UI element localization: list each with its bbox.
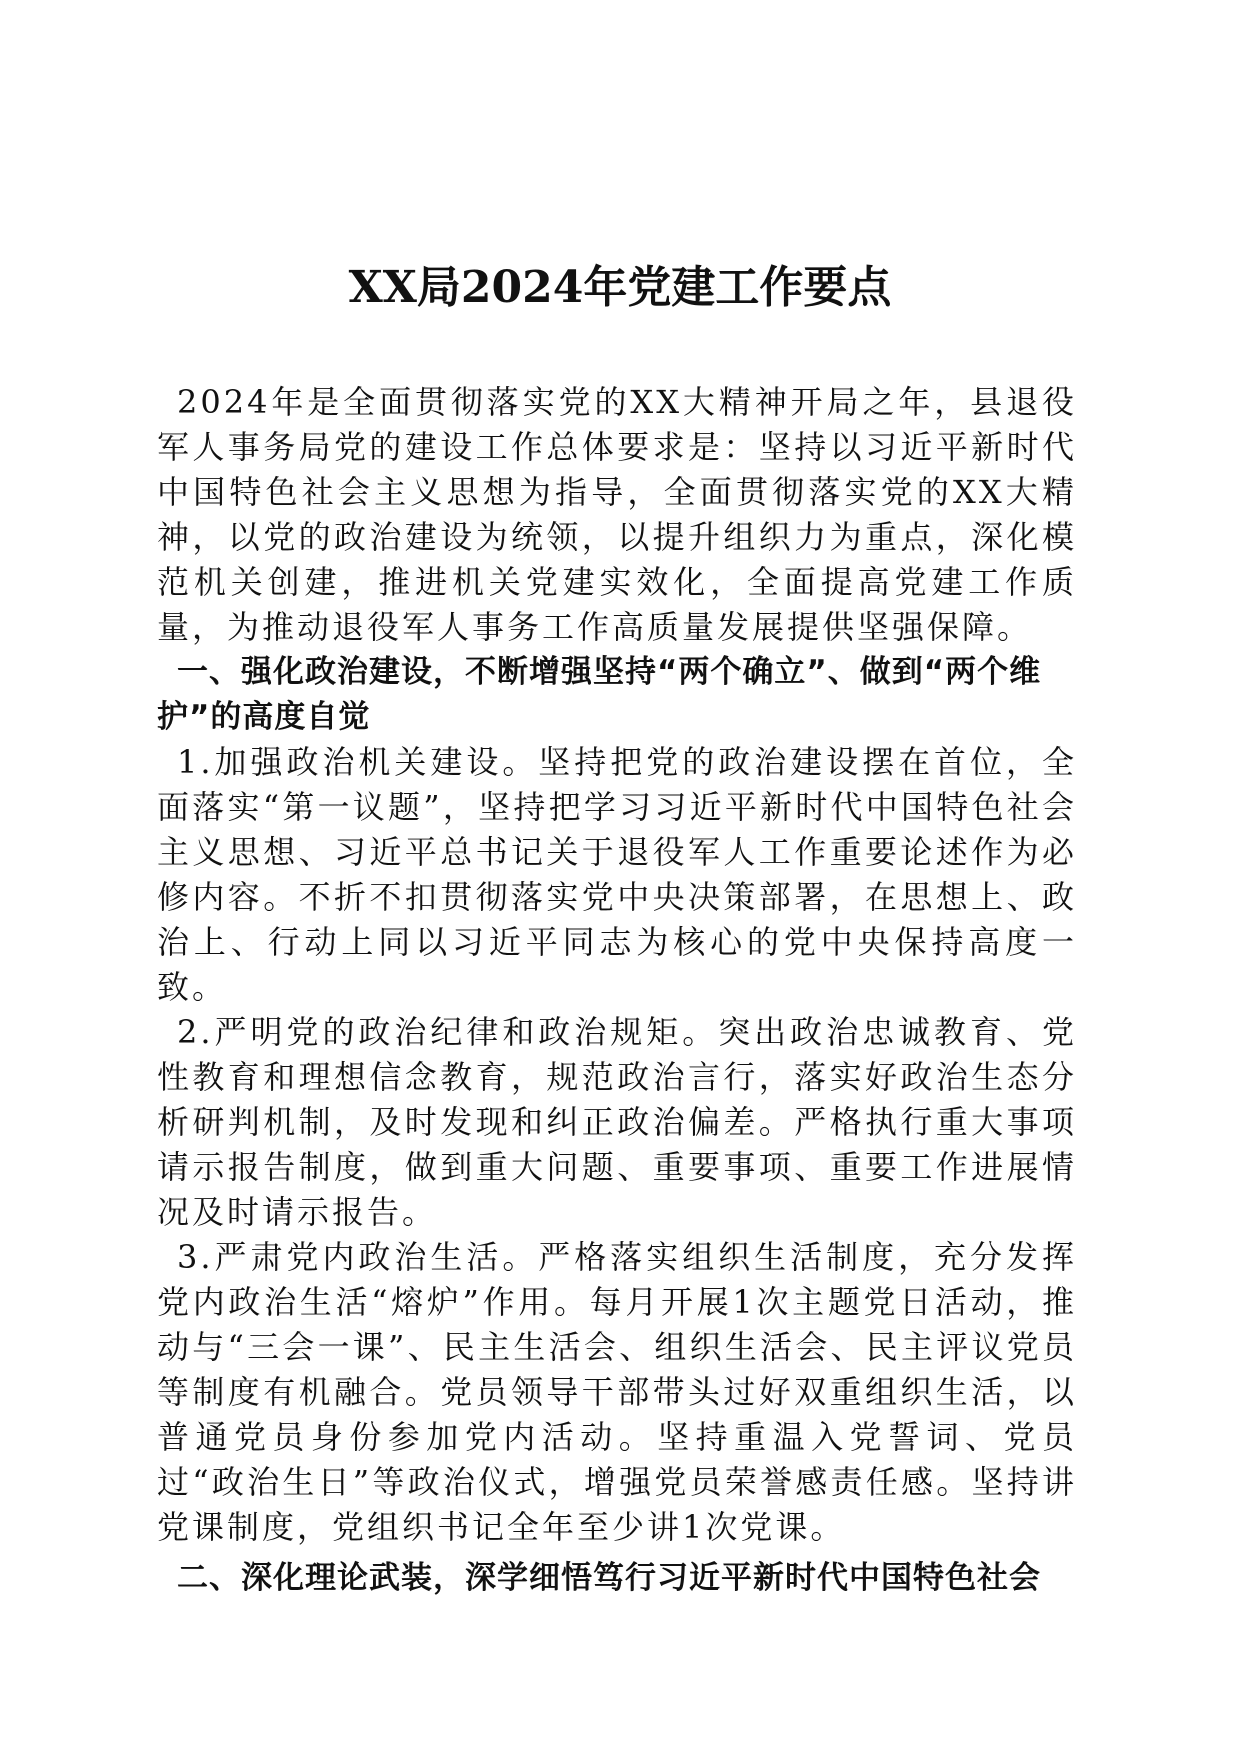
item-3-paragraph: 3.严肃党内政治生活。严格落实组织生活制度，充分发挥党内政治生活“熔炉”作用。每月开展1次主题党日活动，推动与“三会一课”、民主生活会、组织生活会、民主评议党员等制度有机融合。党员领导干部带头过好双重组织生活，以普通党员身份参加党内活动。坚持重温入党誓词、党员过“政治生日”等政治仪式，增强党员荣誉感责任感。坚持讲党课制度，党组织书记全年至少讲1次党课。	[157, 1238, 1077, 1546]
intro-paragraph: 2024年是全面贯彻落实党的XX大精神开局之年，县退役军人事务局党的建设工作总体要求是：坚持以习近平新时代中国特色社会主义思想为指导，全面贯彻落实党的XX大精神，以党的政治建设为统领，以提升组织力为重点，深化模范机关创建，推进机关党建实效化，全面提高党建工作质量，为推动退役军人事务工作高质量发展提供坚强保障。	[157, 383, 1077, 646]
item-1-paragraph: 1.加强政治机关建设。坚持把党的政治建设摆在首位，全面落实“第一议题”，坚持把学习习近平新时代中国特色社会主义思想、习近平总书记关于退役军人工作重要论述作为必修内容。不折不扣贯彻落实党中央决策部署，在思想上、政治上、行动上同以习近平同志为核心的党中央保持高度一致。	[157, 743, 1077, 1006]
item-2-paragraph: 2.严明党的政治纪律和政治规矩。突出政治忠诚教育、党性教育和理想信念教育，规范政治言行，落实好政治生态分析研判机制，及时发现和纠正政治偏差。严格执行重大事项请示报告制度，做到重大问题、重要事项、重要工作进展情况及时请示报告。	[157, 1013, 1077, 1231]
section-2-heading: 二、深化理论武装，深学细悟笃行习近平新时代中国特色社会	[177, 1560, 1041, 1596]
document-title: XX局2024年党建工作要点	[348, 262, 892, 313]
section-1-heading: 一、强化政治建设，不断增强坚持“两个确立”、做到“两个维护”的高度自觉	[157, 654, 1042, 735]
document-body	[157, 380, 1077, 1601]
